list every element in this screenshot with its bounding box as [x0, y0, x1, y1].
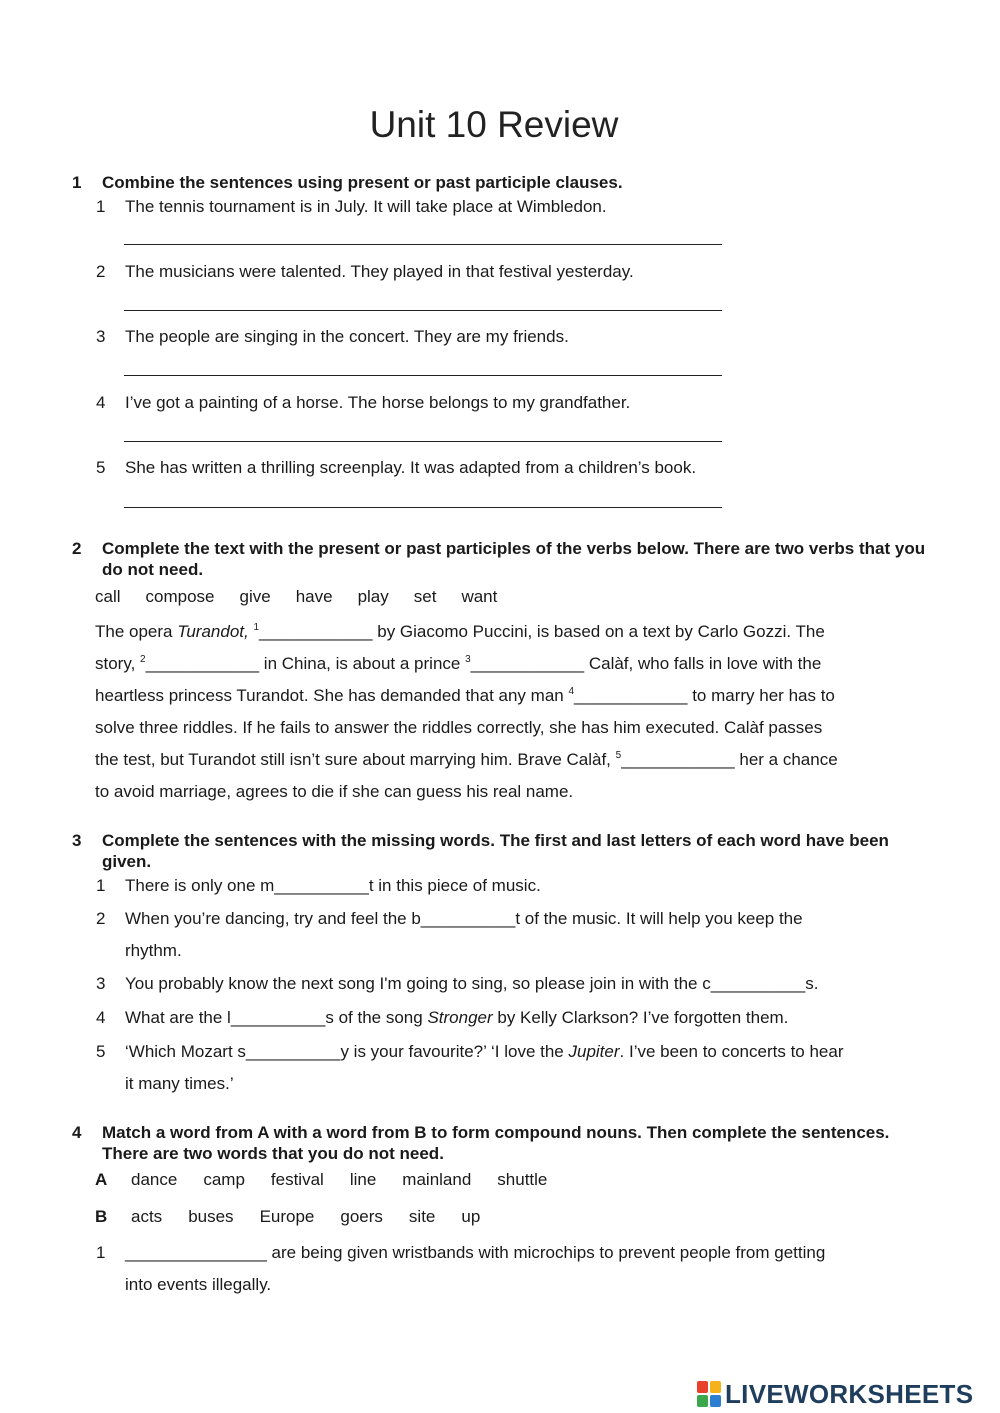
gap-2[interactable]: ____________	[145, 654, 260, 673]
question-instruction: Complete the sentences with the missing words. The first and last letters of each word have been given.	[102, 831, 889, 871]
word-a: shuttle	[497, 1170, 548, 1189]
gap-number: 5	[615, 750, 622, 761]
word-a: camp	[203, 1170, 245, 1189]
item-text-cont: it many times.’	[125, 1074, 234, 1093]
q1-answer-line-4[interactable]	[124, 441, 722, 442]
q2-word-box	[95, 586, 522, 608]
word-b: up	[461, 1207, 481, 1226]
item-text-cont: into events illegally.	[125, 1275, 272, 1294]
question-instruction: Match a word from A with a word from B to form compound nouns. Then complete the sentences. There are two words that you do not need.	[102, 1123, 890, 1163]
group-b-words	[95, 1206, 506, 1228]
question-number: 1	[72, 173, 82, 192]
q1-answer-line-1[interactable]	[124, 244, 722, 245]
liveworksheets-logo	[697, 1379, 973, 1409]
group-label: A	[95, 1170, 108, 1189]
item-text-cont: rhythm.	[125, 941, 182, 960]
text: by Kelly Clarkson? I’ve forgotten them.	[492, 1008, 789, 1027]
gap-number: 1	[253, 622, 260, 633]
gap-number: 2	[140, 654, 146, 665]
text: by Giacomo Puccini, is based on a text by Carlo Gozzi. The	[372, 622, 825, 641]
item-text[interactable]: _______________ are being given wristbands with microchips to prevent people from getting	[125, 1243, 826, 1262]
word-b: buses	[188, 1207, 234, 1226]
text: heartless princess Turandot. She has demanded that any man	[95, 686, 569, 705]
q1-answer-line-3[interactable]	[124, 375, 722, 376]
item-number: 4	[96, 393, 106, 412]
paragraph-line	[95, 744, 925, 776]
item-number: 4	[96, 1008, 106, 1027]
q1-item-4	[96, 387, 926, 419]
song-title: Stronger	[427, 1008, 493, 1027]
word-bank-item: play	[357, 587, 389, 606]
question-instruction: Combine the sentences using present or past participle clauses.	[102, 173, 623, 192]
gap-number: 3	[465, 654, 471, 665]
word-a: mainland	[402, 1170, 472, 1189]
question-2-heading	[72, 538, 932, 580]
item-text: The tennis tournament is in July. It will take place at Wimbledon.	[125, 197, 607, 216]
gap-4[interactable]: ____________	[574, 686, 688, 705]
logo-mark-icon	[697, 1381, 721, 1407]
opera-title: Turandot,	[177, 622, 249, 641]
item-text[interactable]	[125, 1002, 926, 1034]
q1-item-2	[96, 256, 926, 288]
item-text[interactable]	[125, 1036, 926, 1068]
question-instruction: Complete the text with the present or past participles of the verbs below. There are two verbs that you do not need.	[102, 539, 926, 579]
word-bank-item: set	[413, 587, 437, 606]
question-number: 2	[72, 539, 82, 558]
word-a: dance	[131, 1170, 178, 1189]
question-number: 4	[72, 1123, 82, 1142]
word-bank-item: call	[95, 587, 121, 606]
word-b: Europe	[259, 1207, 315, 1226]
paragraph-line	[95, 616, 925, 648]
word-b: acts	[131, 1207, 163, 1226]
paragraph-line	[95, 680, 925, 712]
q1-item-5	[96, 452, 926, 484]
logo-square	[710, 1381, 721, 1393]
question-number: 3	[72, 831, 82, 850]
logo-brand-text: LIVEWORKSHEETS	[725, 1378, 974, 1409]
text: the test, but Turandot still isn’t sure about marrying him. Brave Calàf,	[95, 750, 616, 769]
q2-paragraph	[95, 616, 925, 808]
word-bank-item: compose	[145, 587, 215, 606]
logo-square	[697, 1395, 708, 1407]
logo-square	[710, 1395, 721, 1407]
item-number: 1	[96, 876, 106, 895]
item-text: The people are singing in the concert. They are my friends.	[125, 327, 569, 346]
word-b: site	[408, 1207, 436, 1226]
group-label: B	[95, 1207, 108, 1226]
q1-answer-line-5[interactable]	[124, 507, 722, 508]
question-4-heading	[72, 1122, 932, 1164]
q3-item-4	[96, 1002, 926, 1034]
text: in China, is about a prince	[259, 654, 466, 673]
gap-1[interactable]: ____________	[259, 622, 373, 641]
q3-item-5	[96, 1036, 926, 1100]
text: What are the l__________s of the song	[125, 1008, 428, 1027]
item-number: 3	[96, 974, 106, 993]
item-text: The musicians were talented. They played in that festival yesterday.	[125, 262, 634, 281]
paragraph-line: solve three riddles. If he fails to answer the riddles correctly, she has him executed. Calàf passes	[95, 718, 823, 737]
text: story,	[95, 654, 141, 673]
question-1-heading	[72, 172, 932, 193]
item-number: 2	[96, 909, 106, 928]
word-bank-item: give	[239, 587, 271, 606]
word-a: line	[349, 1170, 377, 1189]
question-3-heading	[72, 830, 932, 872]
word-b: goers	[340, 1207, 383, 1226]
item-number: 5	[96, 458, 106, 477]
item-number: 1	[96, 1243, 106, 1262]
text: ‘Which Mozart s__________y is your favourite?’ ‘I love the	[125, 1042, 569, 1061]
text: . I’ve been to concerts to hear	[619, 1042, 844, 1061]
word-bank-item: want	[461, 587, 498, 606]
q1-item-1	[96, 191, 926, 223]
text: her a chance	[734, 750, 838, 769]
text: to marry her has to	[687, 686, 835, 705]
q4-item-1	[96, 1237, 926, 1301]
q3-item-3	[96, 968, 926, 1000]
item-text[interactable]: When you’re dancing, try and feel the b__________t of the music. It will help you keep the	[125, 909, 803, 928]
item-number: 2	[96, 262, 106, 281]
item-number: 3	[96, 327, 106, 346]
item-number: 5	[96, 1042, 106, 1061]
item-text: I’ve got a painting of a horse. The horse belongs to my grandfather.	[125, 393, 631, 412]
logo-square	[697, 1381, 708, 1393]
paragraph-line: to avoid marriage, agrees to die if she can guess his real name.	[95, 782, 574, 801]
q3-item-2	[96, 903, 926, 967]
word-a: festival	[270, 1170, 324, 1189]
gap-number: 4	[568, 686, 575, 697]
text: The opera	[95, 622, 178, 641]
q1-answer-line-2[interactable]	[124, 310, 722, 311]
item-text: She has written a thrilling screenplay. It was adapted from a children’s book.	[125, 458, 697, 477]
paragraph-line	[95, 648, 925, 680]
q3-item-1	[96, 870, 926, 902]
gap-5[interactable]: ____________	[621, 750, 735, 769]
q1-item-3	[96, 321, 926, 353]
word-bank-item: have	[295, 587, 333, 606]
symphony-title: Jupiter	[568, 1042, 620, 1061]
item-text[interactable]: You probably know the next song I'm going to sing, so please join in with the c__________s.	[125, 974, 819, 993]
text: Calàf, who falls in love with the	[584, 654, 822, 673]
item-text[interactable]: There is only one m__________t in this piece of music.	[125, 876, 541, 895]
group-a-words	[95, 1169, 573, 1191]
page-title: Unit 10 Review	[369, 104, 619, 145]
gap-3[interactable]: ____________	[470, 654, 585, 673]
item-number: 1	[96, 197, 106, 216]
